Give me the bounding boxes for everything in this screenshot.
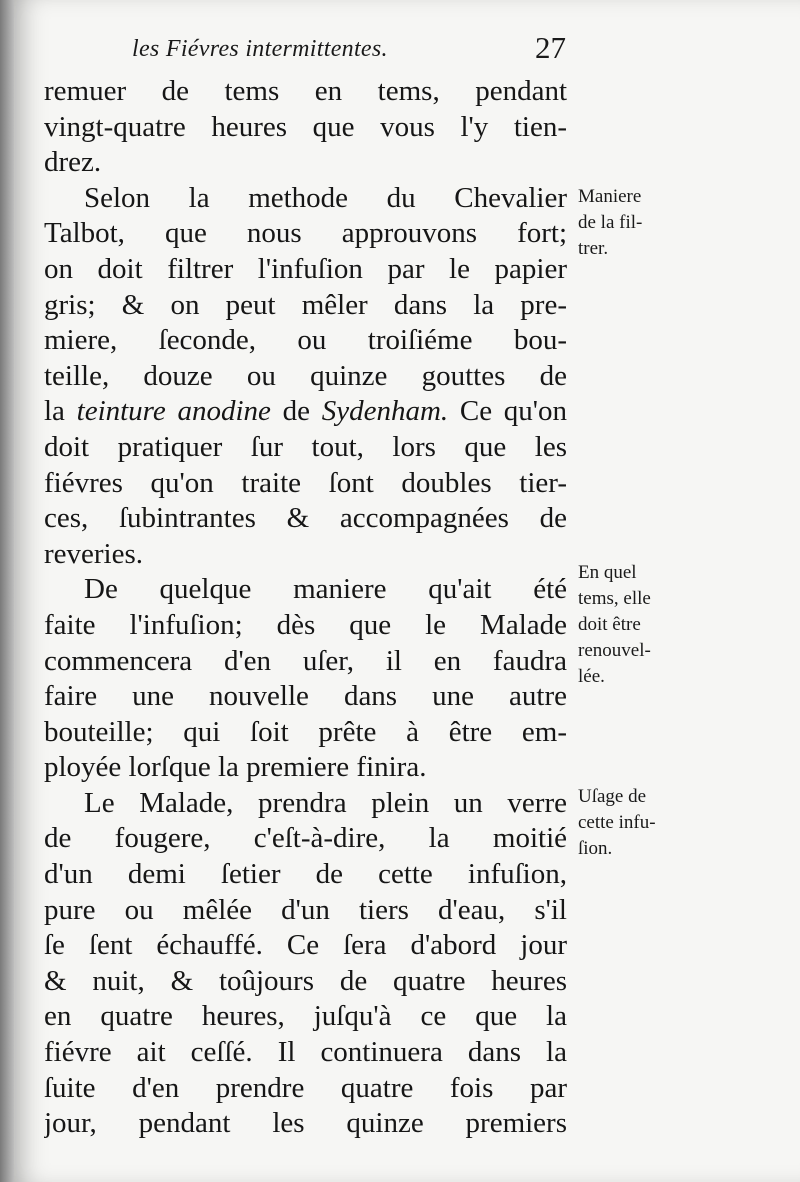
text-line: reveries. <box>44 537 144 570</box>
text-line: doit pratiquer ſur tout, lors que les <box>44 430 567 463</box>
margin-note-line: En quel <box>578 562 637 583</box>
mixed-post: Ce qu'on <box>448 395 567 428</box>
text-line: fiévre ait ceſſé. Il continuera dans la <box>44 1036 567 1069</box>
text-line: en quatre heures, juſqu'à ce que la <box>44 1000 567 1033</box>
margin-note-line: doit être <box>578 614 641 635</box>
margin-note-line: de la fil- <box>578 212 643 233</box>
paragraph-start-line: Selon la methode du Chevalier <box>84 181 567 214</box>
text-line: remuer de tems en tems, pendant <box>44 75 567 107</box>
text-line: vingt-quatre heures que vous l'y tien- <box>44 110 567 143</box>
text-line: bouteille; qui ſoit prête à être em- <box>44 715 567 748</box>
text-line: faire une nouvelle dans une autre <box>44 680 567 713</box>
margin-note-line: trer. <box>578 238 609 259</box>
text-line: ſe ſent échauffé. Ce ſera d'abord jour <box>44 929 567 962</box>
margin-note-line: Maniere <box>578 186 642 207</box>
text-line: miere, ſeconde, ou troiſiéme bou- <box>44 324 567 357</box>
margin-note-line: cette infu- <box>578 812 656 833</box>
text-line: de fougere, c'eſt-à-dire, la moitié <box>44 822 567 855</box>
text-line: Talbot, que nous approuvons fort; <box>44 217 567 250</box>
italic-name-sydenham: Sydenham. <box>321 395 449 428</box>
paragraph-start-line: Le Malade, prendra plein un verre <box>84 786 567 819</box>
text-line: ployée lorſque la premiere finira. <box>44 751 427 784</box>
text-line: fiévres qu'on traite ſont doubles tier- <box>44 466 567 499</box>
page-number: 27 <box>535 30 566 65</box>
text-line: jour, pendant les quinze premiers <box>44 1107 567 1140</box>
margin-note-line: tems, elle <box>578 588 651 609</box>
margin-note-line: ſion. <box>578 838 613 859</box>
text-line: drez. <box>44 146 102 179</box>
paragraph-start-line: De quelque maniere qu'ait été <box>84 573 567 606</box>
mixed-pre: la <box>44 395 77 428</box>
margin-note-renewal <box>578 560 706 690</box>
italic-term-teinture: teinture anodine <box>76 395 271 428</box>
page-gutter-shadow <box>0 0 14 1182</box>
margin-note-line: lée. <box>578 666 605 687</box>
text-line: & nuit, & toûjours de quatre heures <box>44 964 567 997</box>
text-line: commencera d'en uſer, il en faudra <box>44 644 567 677</box>
margin-note-filtering <box>578 184 706 262</box>
text-line: ſuite d'en prendre quatre fois par <box>44 1071 567 1104</box>
running-title: les Fiévres intermittentes. <box>132 36 388 62</box>
main-text-column <box>44 74 567 1142</box>
text-line: teille, douze ou quinze gouttes de <box>44 359 567 392</box>
text-line: d'un demi ſetier de cette infuſion, <box>44 858 567 891</box>
text-line-mixed <box>44 394 567 430</box>
text-line: ces, ſubintrantes & accompagnées de <box>44 502 567 535</box>
page-header <box>132 30 572 74</box>
text-line: gris; & on peut mêler dans la pre- <box>44 288 567 321</box>
margin-note-line: renouvel- <box>578 640 651 661</box>
text-line: pure ou mêlée d'un tiers d'eau, s'il <box>44 893 567 926</box>
margin-note-line: Uſage de <box>578 786 647 807</box>
margin-note-usage <box>578 784 706 862</box>
text-line: faite l'infuſion; dès que le Malade <box>44 608 567 641</box>
mixed-mid: de <box>270 395 322 428</box>
text-line: on doit filtrer l'infuſion par le papier <box>44 252 567 285</box>
